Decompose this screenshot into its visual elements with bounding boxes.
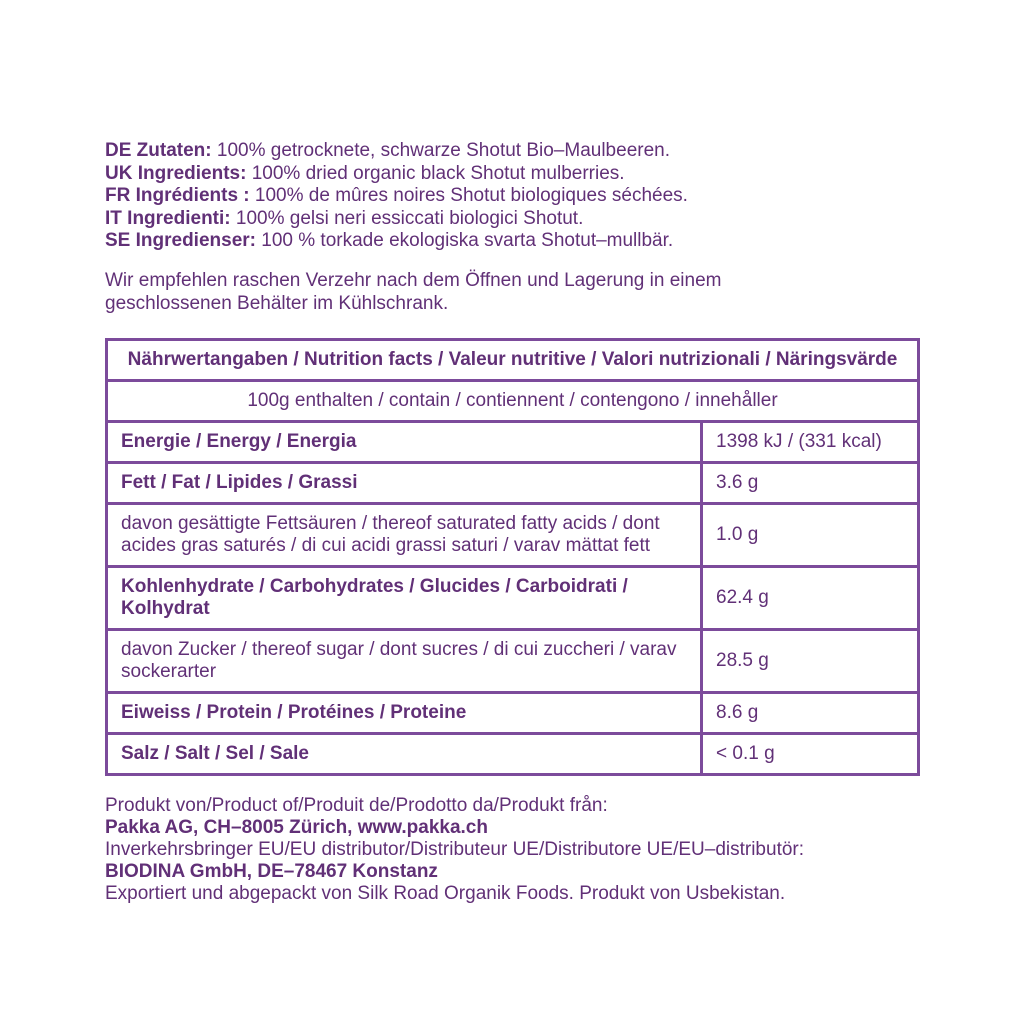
nutrient-label: davon gesättigte Fettsäuren / thereof saturated fatty acids / dont acides gras saturés / di cui acidi grassi saturi / varav mättat fett [107, 503, 702, 566]
ingredient-line [105, 185, 924, 208]
ingredient-language-label: SE Ingredienser: [105, 230, 256, 251]
footer-line: Inverkehrsbringer EU/EU distributor/Distributeur UE/Distributore UE/EU–distributör: [105, 838, 805, 860]
nutrient-row [107, 629, 919, 692]
ingredient-text: 100% de mûres noires Shotut biologiques séchées. [254, 185, 688, 206]
nutrient-label: Fett / Fat / Lipides / Grassi [107, 462, 702, 503]
nutrient-value: < 0.1 g [702, 733, 919, 774]
ingredient-language-label: IT Ingredienti: [105, 207, 231, 229]
nutrient-row [107, 692, 919, 733]
nutrient-label: davon Zucker / thereof sugar / dont sucres / di cui zuccheri / varav sockerarter [107, 629, 702, 692]
nutrient-row [107, 421, 919, 462]
nutrient-value: 8.6 g [702, 692, 919, 733]
nutrient-label: Energie / Energy / Energia [107, 421, 702, 462]
nutrient-value: 1.0 g [702, 503, 919, 566]
ingredient-line [105, 140, 924, 163]
nutrient-row [107, 503, 919, 566]
table-title: Nährwertangaben / Nutrition facts / Valeur nutritive / Valori nutrizionali / Näringsvärde [107, 339, 919, 380]
nutrition-table [105, 338, 920, 776]
storage-note: Wir empfehlen raschen Verzehr nach dem Öffnen und Lagerung in einem geschlossenen Behälter im Kühlschrank. [105, 269, 722, 314]
table-subtitle: 100g enthalten / contain / contiennent / contengono / innehåller [107, 380, 919, 421]
nutrient-value: 3.6 g [702, 462, 919, 503]
nutrient-row [107, 462, 919, 503]
footer-line: BIODINA GmbH, DE–78467 Konstanz [105, 860, 438, 882]
ingredient-text: 100% getrocknete, schwarze Shotut Bio–Maulbeeren. [216, 140, 670, 161]
nutrient-label: Kohlenhydrate / Carbohydrates / Glucides / Carboidrati / Kolhydrat [107, 566, 702, 629]
nutrient-label: Eiweiss / Protein / Protéines / Proteine [107, 692, 702, 733]
table-subtitle-row [107, 380, 919, 421]
nutrient-row [107, 566, 919, 629]
ingredient-line [105, 163, 924, 186]
footer-line: Pakka AG, CH–8005 Zürich, www.pakka.ch [105, 816, 488, 838]
ingredient-text: 100 % torkade ekologiska svarta Shotut–mullbär. [261, 230, 674, 251]
nutrient-value: 28.5 g [702, 629, 919, 692]
ingredients-list [105, 140, 924, 253]
nutrient-label: Salz / Salt / Sel / Sale [107, 733, 702, 774]
nutrient-value: 62.4 g [702, 566, 919, 629]
ingredient-line [105, 208, 924, 231]
table-title-row [107, 339, 919, 380]
ingredient-language-label: DE Zutaten: [105, 140, 212, 161]
footer-line: Exportiert und abgepackt von Silk Road Organik Foods. Produkt von Usbekistan. [105, 882, 786, 904]
ingredient-line [105, 230, 924, 253]
footer-line: Produkt von/Product of/Produit de/Prodotto da/Produkt från: [105, 794, 608, 816]
ingredient-text: 100% dried organic black Shotut mulberries. [251, 162, 625, 184]
nutrition-table-body [107, 339, 919, 774]
nutrient-row [107, 733, 919, 774]
ingredient-language-label: FR Ingrédients : [105, 185, 250, 206]
ingredient-language-label: UK Ingredients: [105, 162, 247, 184]
footer [105, 795, 924, 905]
ingredient-text: 100% gelsi neri essiccati biologici Shotut. [235, 207, 584, 229]
nutrient-value: 1398 kJ / (331 kcal) [702, 421, 919, 462]
